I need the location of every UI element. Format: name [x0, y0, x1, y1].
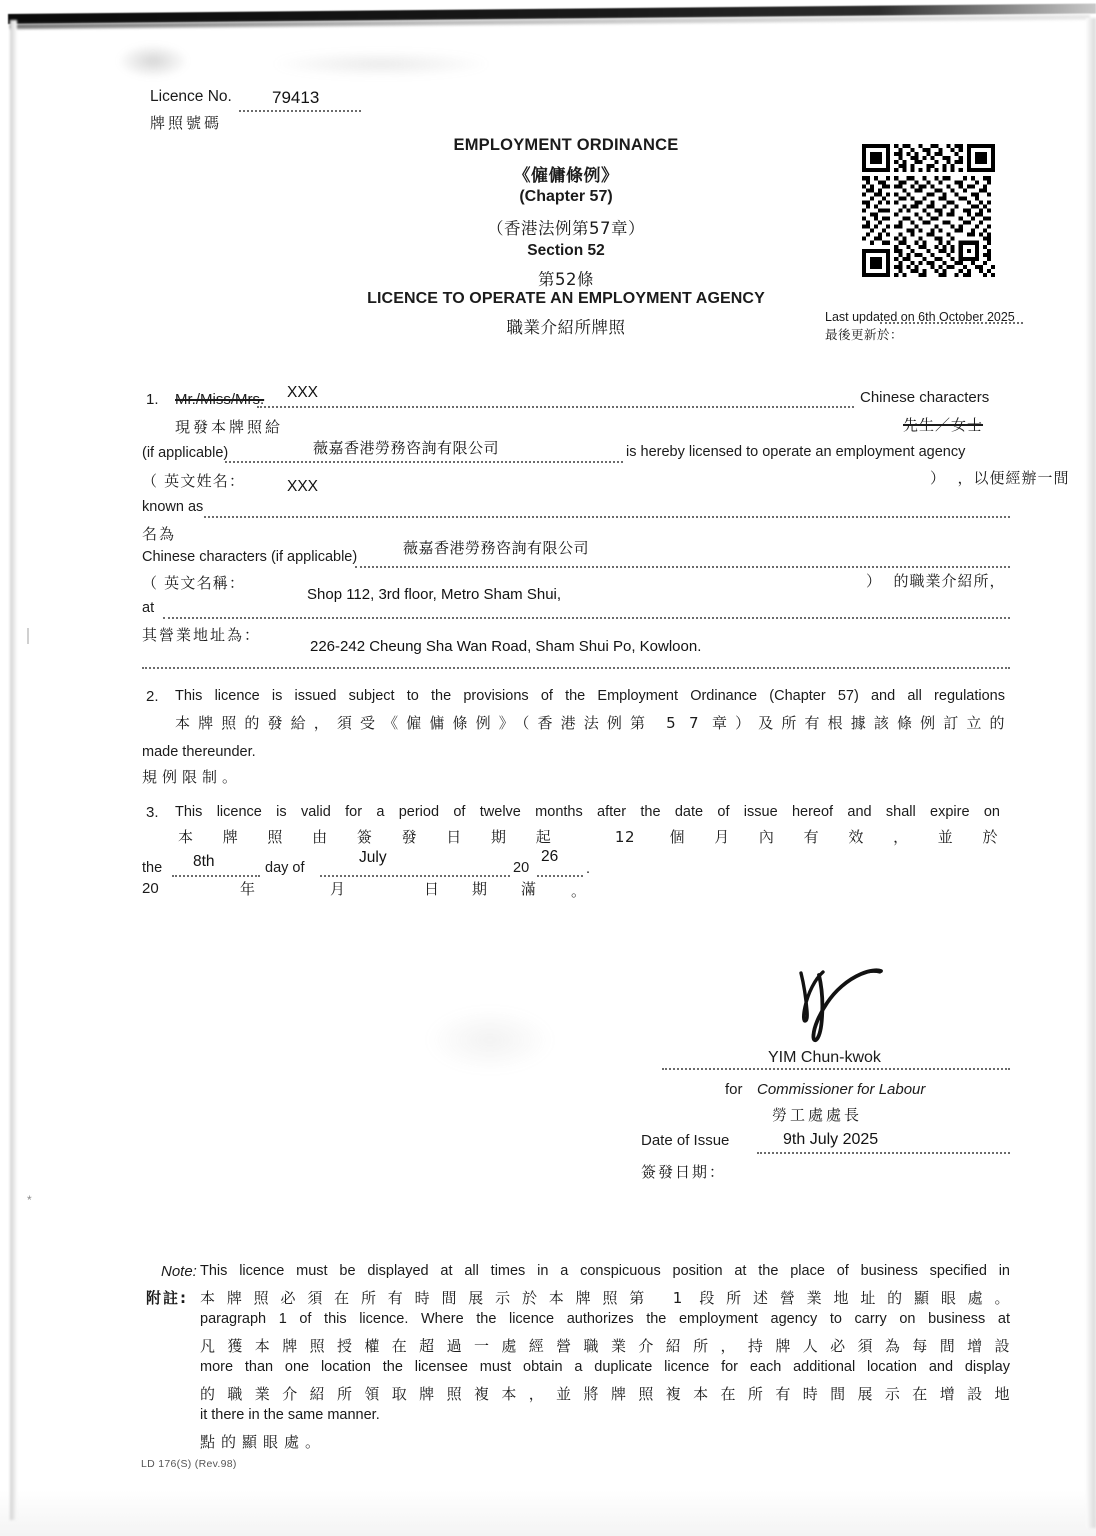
- english-name-rule: [225, 461, 623, 463]
- agency-chinese-name-value: 薇嘉香港勞務咨詢有限公司: [403, 540, 590, 557]
- english-name-value: XXX: [287, 478, 319, 495]
- expiry-year-rule: [537, 875, 583, 877]
- scan-artifact: *: [27, 1193, 32, 1207]
- expiry-month-value: July: [359, 849, 387, 866]
- issue-label-zh: 現發本牌照給: [175, 418, 284, 436]
- licence-no-value: 79413: [272, 88, 320, 107]
- expiry-day-rule: [172, 875, 260, 877]
- note-en-line-4: it there in the same manner.: [200, 1407, 380, 1423]
- licensee-person-name-value: XXX: [287, 384, 319, 401]
- address-line-1-value: Shop 112, 3rd floor, Metro Sham Shui,: [307, 586, 562, 603]
- agency-label-zh: ） 的職業介紹所，: [866, 572, 1006, 590]
- handwritten-signature-icon: [795, 963, 885, 1043]
- note-en-line-3: [200, 1359, 1010, 1375]
- section-label-en: Section 52: [527, 242, 605, 259]
- address-line-2-value: 226-242 Cheung Sha Wan Road, Sham Shui Po, Kowloon.: [310, 638, 702, 655]
- expiry-year-prefix-zh: 20: [142, 880, 159, 897]
- note-en-line-3-text: more than one location the licensee must obtain a duplicate licence for each additional location and display: [200, 1359, 1010, 1375]
- chapter-label-en: (Chapter 57): [519, 188, 613, 205]
- expiry-month-rule: [320, 875, 510, 877]
- expiry-day-value: 8th: [193, 853, 215, 870]
- note-en-line-1: [200, 1263, 1010, 1279]
- note-zh-line-2: [200, 1335, 1010, 1356]
- salutation-label-zh: 先生／女士: [903, 416, 984, 434]
- chinese-name-rule: [355, 566, 1010, 568]
- scan-smudge: [430, 1010, 550, 1070]
- qr-code-icon[interactable]: [862, 144, 995, 277]
- known-as-rule: [204, 516, 1010, 518]
- signature-for-label: for: [725, 1081, 743, 1098]
- expiry-qi-label-zh: 期: [472, 880, 488, 898]
- scan-smudge: [276, 52, 486, 76]
- clause-1-number: 1.: [146, 391, 159, 408]
- last-updated-value: 6th October 2025: [918, 310, 1015, 324]
- clause-2-zh-line-1: [175, 712, 1005, 733]
- salutation-rule: [257, 406, 854, 408]
- address-rule-2: [142, 667, 1010, 669]
- licence-no-label-en: Licence No.: [150, 88, 232, 105]
- note-zh-line-3-text: 的職業介紹所領取牌照複本，並將牌照複本在所有時間展示在增設地: [200, 1385, 1010, 1403]
- note-zh-line-1: [200, 1287, 1010, 1308]
- english-name-label-zh: （ 英文姓名：: [142, 472, 246, 490]
- chinese-name-label-zh: （ 英文名稱：: [142, 574, 246, 592]
- note-zh-line-4: [200, 1431, 1010, 1452]
- scan-smudge: [118, 44, 188, 78]
- clause-2-en-line-2: made thereunder.: [142, 744, 256, 760]
- note-zh-line-4-text: 點的顯眼處。: [200, 1433, 327, 1451]
- licence-no-label-zh: 牌照號碼: [150, 114, 223, 132]
- chinese-characters-field-label-en: Chinese characters (if applicable): [142, 549, 358, 565]
- expiry-man-label-zh: 滿: [521, 880, 537, 898]
- operate-agency-label-zh: ） ，以便經辦一間: [930, 469, 1070, 487]
- scan-edge-right: [1086, 18, 1096, 1528]
- signature-title-en: Commissioner for Labour: [757, 1081, 926, 1098]
- chapter-label-zh: （香港法例第57章）: [487, 219, 645, 238]
- date-of-issue-rule: [757, 1152, 1010, 1154]
- signature-title-zh: 勞工處處長: [772, 1106, 863, 1124]
- licence-title-zh: 職業介紹所牌照: [506, 318, 626, 337]
- note-label-en: Note:: [161, 1263, 197, 1280]
- section-label-zh: 第52條: [538, 270, 594, 289]
- expiry-period: .: [586, 861, 591, 877]
- expiry-dayof-label: day of: [265, 860, 305, 876]
- clause-2-zh-line-2: 規例限制。: [142, 768, 243, 786]
- clause-3-number: 3.: [146, 804, 159, 821]
- date-of-issue-label-zh: 簽發日期：: [641, 1163, 727, 1181]
- salutation-label-en: Mr./Miss/Mrs.: [175, 391, 265, 408]
- clause-3-zh-line-1-text: 本牌照由簽發日期起 12 個月內有效，並於: [178, 828, 998, 846]
- licence-no-rule: [239, 110, 361, 112]
- note-en-line-1-text: This licence must be displayed at all times in a conspicuous position at the place of business specified in: [200, 1263, 1010, 1279]
- clause-2-en-line-1: [175, 688, 1005, 704]
- note-en-line-2: [200, 1311, 1010, 1327]
- expiry-full-stop-zh: 。: [571, 882, 587, 900]
- known-as-label-en: known as: [142, 499, 204, 515]
- clause-2-number: 2.: [146, 688, 159, 705]
- clause-2-zh-line-1-text: 本牌照的發給，須受《僱傭條例》（香港法例第 5 7 章）及所有根據該條例訂立的: [175, 714, 1005, 732]
- page-title-en: EMPLOYMENT ORDINANCE: [453, 136, 679, 154]
- if-applicable-label-en: (if applicable): [142, 445, 229, 461]
- last-updated-label-text: Last updated on: [825, 310, 915, 324]
- scan-artifact: [27, 628, 29, 644]
- form-code: LD 176(S) (Rev.98): [141, 1458, 237, 1470]
- expiry-year-value: 26: [541, 848, 559, 865]
- scan-edge-left: [10, 20, 17, 1520]
- expiry-day-label-zh: 日: [424, 880, 440, 898]
- page-title-zh: 《僱傭條例》: [513, 166, 619, 186]
- known-as-label-zh: 名為: [142, 525, 177, 543]
- expiry-the-label: the: [142, 860, 163, 876]
- clause-2-en-line-1-text: This licence is issued subject to the provisions of the Employment Ordinance (Chapter 57) and all regulations: [175, 688, 1005, 704]
- last-updated-rule: [880, 322, 1023, 324]
- licensed-text-en: is hereby licensed to operate an employment agency: [626, 444, 966, 460]
- clause-3-en-line-1: [175, 804, 1000, 820]
- signature-rule: [662, 1068, 1010, 1070]
- expiry-month-label-zh: 月: [330, 880, 346, 898]
- clause-3-en-line-1-text: This licence is valid for a period of twelve months after the date of issue hereof and shall expire on: [175, 804, 1000, 820]
- date-of-issue-label-en: Date of Issue: [641, 1132, 730, 1149]
- note-zh-line-2-text: 凡獲本牌照授權在超過一處經營職業介紹所，持牌人必須為每間增設: [200, 1337, 1010, 1355]
- address-rule-1: [163, 617, 1010, 619]
- note-zh-line-3: [200, 1383, 1010, 1404]
- licence-title-en: LICENCE TO OPERATE AN EMPLOYMENT AGENCY: [367, 290, 765, 307]
- note-zh-line-1-text: 本牌照必須在所有時間展示於本牌照第 1 段所述營業地址的顯眼處。: [200, 1289, 1010, 1307]
- expiry-year-prefix: 20: [513, 860, 530, 876]
- date-of-issue-value: 9th July 2025: [783, 1131, 879, 1148]
- expiry-year-label-zh: 年: [240, 880, 256, 898]
- chinese-characters-label-en: Chinese characters: [860, 389, 990, 406]
- address-label-en: at: [142, 600, 155, 616]
- licensee-name-value: 薇嘉香港勞務咨詢有限公司: [313, 440, 500, 457]
- address-label-zh: 其營業地址為：: [142, 626, 262, 644]
- last-updated-label-zh: 最後更新於：: [825, 327, 904, 342]
- clause-3-zh-line-1: [178, 826, 998, 847]
- signer-name: YIM Chun-kwok: [768, 1049, 881, 1066]
- note-label-zh: 附註:: [146, 1289, 188, 1307]
- note-en-line-2-text: paragraph 1 of this licence. Where the licence authorizes the employment agency to carry on business at: [200, 1311, 1010, 1327]
